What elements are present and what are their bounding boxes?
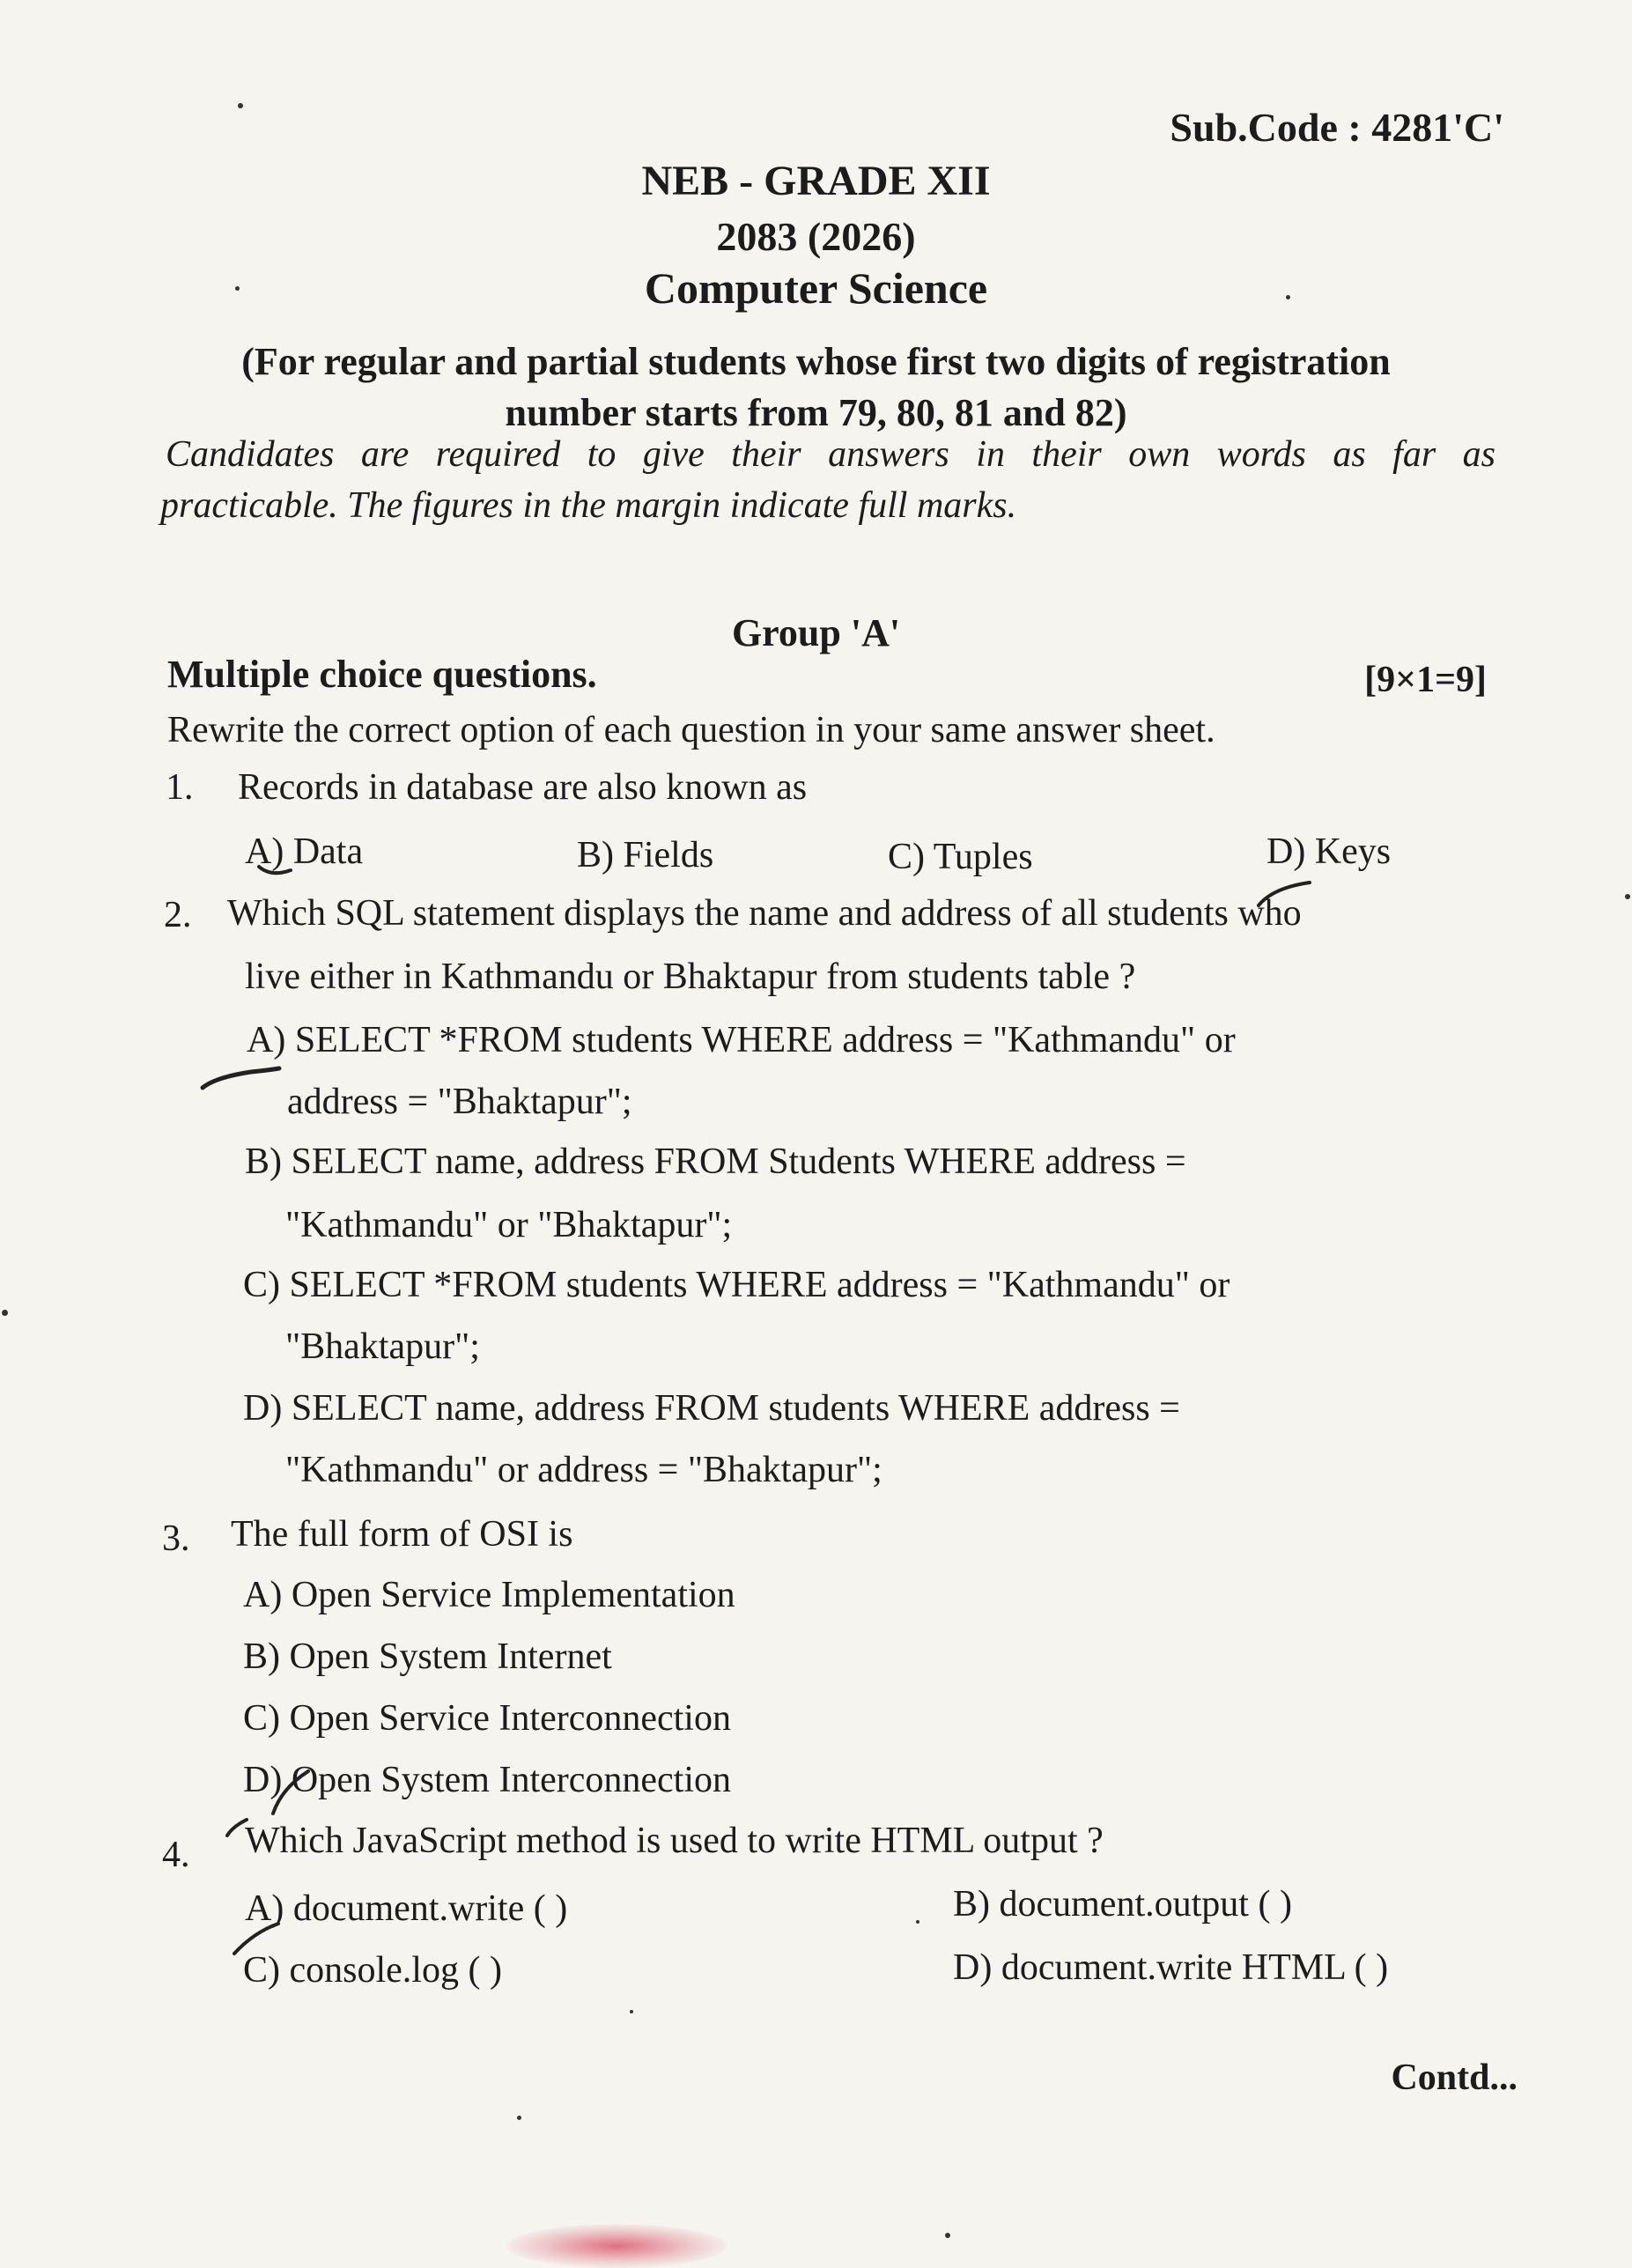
section-instruction: Rewrite the correct option of each question in your same answer sheet. (167, 710, 1215, 750)
speck (2, 1310, 8, 1316)
question-text-line1: Which SQL statement displays the name and address of all students who (227, 893, 1302, 934)
question-number: 3. (162, 1518, 190, 1559)
option-d-line1: D) SELECT name, address FROM students WHERE address = (243, 1388, 1180, 1429)
speck (630, 2010, 633, 2013)
question-text: Records in database are also known as (238, 767, 808, 808)
option-b: B) document.output ( ) (953, 1884, 1292, 1924)
option-b-line2: "Kathmandu" or "Bhaktapur"; (285, 1205, 733, 1245)
option-b: B) Fields (577, 835, 714, 875)
option-b: B) Open System Internet (243, 1636, 612, 1677)
group-title: Group 'A' (731, 611, 901, 654)
speck (1625, 894, 1630, 899)
option-a-line1: A) SELECT *FROM students WHERE address = "Kathmandu" or (247, 1020, 1236, 1060)
speck (517, 2116, 521, 2120)
eligibility-note-line2: number starts from 79, 80, 81 and 82) (505, 391, 1127, 434)
option-d: D) document.write HTML ( ) (953, 1947, 1389, 1988)
option-a: A) Data (245, 831, 364, 872)
exam-year: 2083 (2026) (716, 214, 916, 259)
speck (235, 286, 240, 291)
section-marks: [9×1=9] (1364, 660, 1487, 700)
speck (916, 1920, 919, 1924)
eligibility-note-line1: (For regular and partial students whose first two digits of registration (241, 340, 1391, 383)
question-number: 4. (162, 1835, 190, 1875)
section-title: Multiple choice questions. (167, 653, 597, 696)
pen-mark-q4-top (220, 1816, 255, 1851)
speck (1286, 295, 1290, 299)
option-d: D) Open System Interconnection (243, 1760, 732, 1800)
option-c: C) console.log ( ) (243, 1950, 502, 1991)
option-d: D) Keys (1266, 831, 1392, 872)
pen-mark-q1 (255, 861, 308, 888)
option-a-line2: address = "Bhaktapur"; (287, 1082, 632, 1122)
continued-label: Contd... (1391, 2057, 1518, 2098)
option-a: A) Open Service Implementation (243, 1575, 735, 1615)
option-c-line2: "Bhaktapur"; (285, 1326, 480, 1367)
speck (238, 103, 243, 108)
subject-code: Sub.Code : 4281'C' (1170, 105, 1504, 150)
subject-title: Computer Science (644, 263, 988, 313)
color-smudge (506, 2224, 727, 2268)
instruction-line2: practicable. The figures in the margin indicate full marks. (160, 485, 1017, 526)
question-number: 1. (166, 767, 194, 808)
option-c-line1: C) SELECT *FROM students WHERE address = "Kathmandu" or (243, 1265, 1230, 1305)
option-d-line2: "Kathmandu" or address = "Bhaktapur"; (285, 1450, 882, 1490)
pen-mark-q2 (198, 1061, 286, 1097)
exam-board-title: NEB - GRADE XII (641, 158, 991, 204)
pen-mark-name (1255, 879, 1317, 914)
question-text-line2: live either in Kathmandu or Bhaktapur from students table ? (245, 957, 1136, 997)
pen-mark-q3 (264, 1766, 317, 1819)
instruction-line1: Candidates are required to give their answers in their own words as far as (166, 434, 1495, 475)
speck (945, 2233, 950, 2238)
pen-mark-q4 (227, 1918, 289, 1962)
question-text: The full form of OSI is (231, 1514, 573, 1555)
question-text: Which JavaScript method is used to write HTML output ? (245, 1821, 1104, 1861)
option-b-line1: B) SELECT name, address FROM Students WHERE address = (245, 1141, 1186, 1182)
option-c: C) Tuples (888, 837, 1033, 877)
option-c: C) Open Service Interconnection (243, 1698, 731, 1739)
option-a: A) document.write ( ) (245, 1888, 568, 1929)
question-number: 2. (164, 895, 192, 935)
